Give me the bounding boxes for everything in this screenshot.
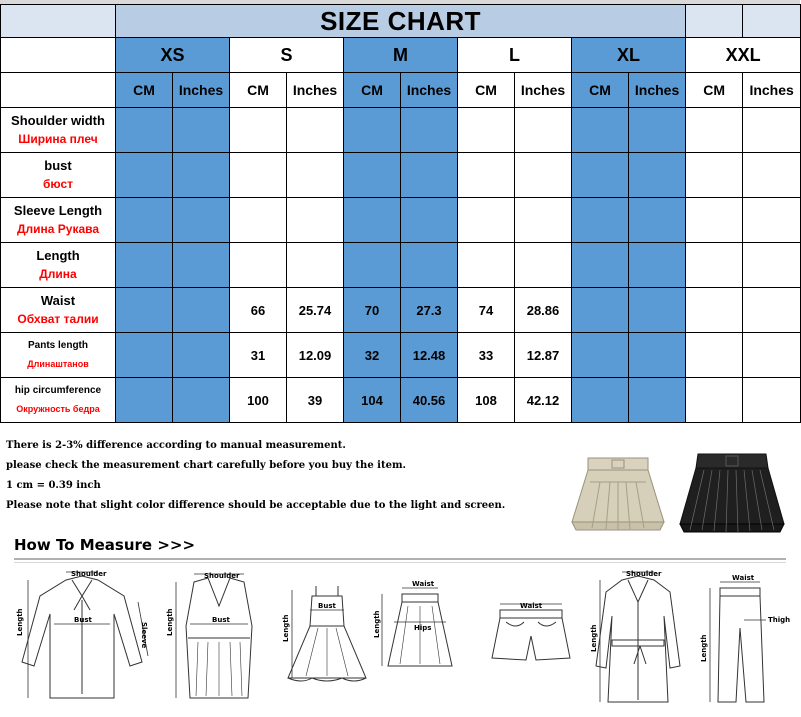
measurement-value xyxy=(344,243,401,288)
unit-cm: CM xyxy=(686,73,743,108)
unit-cm: CM xyxy=(572,73,629,108)
unit-inches: Inches xyxy=(401,73,458,108)
measurement-value xyxy=(572,333,629,378)
size-header-xxl: XXL xyxy=(686,38,801,73)
note-check-chart: please check the measurement chart carefully before you buy the item. xyxy=(6,460,406,471)
measurement-label xyxy=(1,153,116,198)
measurement-value xyxy=(572,243,629,288)
measurement-row xyxy=(1,198,801,243)
measurement-value xyxy=(686,153,743,198)
measurement-value: 28.86 xyxy=(515,288,572,333)
unit-inches: Inches xyxy=(743,73,801,108)
measurement-value xyxy=(230,153,287,198)
measurement-value xyxy=(287,243,344,288)
measurement-value: 39 xyxy=(287,378,344,423)
measurement-value xyxy=(629,198,686,243)
measurement-value: 12.09 xyxy=(287,333,344,378)
measurement-value: 31 xyxy=(230,333,287,378)
size-header-m: M xyxy=(344,38,458,73)
measurement-value xyxy=(743,288,801,333)
measurement-value xyxy=(173,288,230,333)
blouse-length-label: Length xyxy=(16,608,24,636)
measurement-value xyxy=(116,378,173,423)
size-header-xs: XS xyxy=(116,38,230,73)
tank-bust-label: Bust xyxy=(212,616,230,624)
measurement-value xyxy=(230,198,287,243)
measurement-value xyxy=(686,378,743,423)
measurement-value xyxy=(458,243,515,288)
coat-shoulder-label: Shoulder xyxy=(626,570,662,578)
measurement-value xyxy=(173,243,230,288)
unit-cm: CM xyxy=(458,73,515,108)
note-color: Please note that slight color difference should be acceptable due to the light and screen. xyxy=(6,500,506,511)
trousers-thigh-label: Thigh xyxy=(768,616,791,624)
unit-corner-cell xyxy=(1,73,116,108)
unit-inches: Inches xyxy=(629,73,686,108)
measurement-value xyxy=(287,153,344,198)
measurement-value xyxy=(287,198,344,243)
unit-inches: Inches xyxy=(515,73,572,108)
measurement-value: 108 xyxy=(458,378,515,423)
measurement-value xyxy=(629,333,686,378)
measurement-value xyxy=(743,108,801,153)
title-corner-cell xyxy=(1,5,116,38)
note-conversion: 1 cm = 0.39 inch xyxy=(6,480,101,491)
measurement-value xyxy=(743,378,801,423)
dress-bust-label: Bust xyxy=(318,602,336,610)
measurement-value xyxy=(515,108,572,153)
coat-length-label: Length xyxy=(590,624,598,652)
measurement-name-ru: бюст xyxy=(42,177,74,191)
measurement-value xyxy=(572,108,629,153)
measurement-value xyxy=(458,108,515,153)
measurement-value xyxy=(629,243,686,288)
size-header-s: S xyxy=(230,38,344,73)
skirt-waist-label: Waist xyxy=(412,580,435,588)
measurement-label xyxy=(1,333,116,378)
coat-diagram xyxy=(588,566,688,710)
unit-header-row xyxy=(1,73,801,108)
trousers-diagram xyxy=(696,566,796,710)
measurement-value xyxy=(686,288,743,333)
trousers-length-label: Length xyxy=(700,634,708,662)
measurement-value xyxy=(686,243,743,288)
measurement-value xyxy=(515,153,572,198)
measurement-value xyxy=(230,108,287,153)
skirt-hips-label: Hips xyxy=(414,624,432,632)
measurement-row xyxy=(1,378,801,423)
skirt-length-label: Length xyxy=(373,610,381,638)
size-header-xl: XL xyxy=(572,38,686,73)
shorts-waist-label: Waist xyxy=(520,602,543,610)
measurement-value xyxy=(686,333,743,378)
measurement-label xyxy=(1,243,116,288)
measurement-value xyxy=(401,108,458,153)
measurement-value xyxy=(116,108,173,153)
measurement-value: 32 xyxy=(344,333,401,378)
measurement-name-en: Sleeve Length xyxy=(13,203,103,218)
measurement-value xyxy=(743,243,801,288)
measurement-name-ru: Длинаштанов xyxy=(27,359,89,369)
measurement-row xyxy=(1,243,801,288)
blouse-bust-label: Bust xyxy=(74,616,92,624)
trousers-waist-label: Waist xyxy=(732,574,755,582)
unit-cm: CM xyxy=(116,73,173,108)
notes xyxy=(6,436,566,516)
measurement-value xyxy=(344,153,401,198)
blouse-diagram xyxy=(14,566,154,710)
measurement-label xyxy=(1,378,116,423)
unit-inches: Inches xyxy=(173,73,230,108)
measurement-name-ru: Обхват талии xyxy=(17,312,99,326)
measurement-row xyxy=(1,153,801,198)
measurement-value xyxy=(287,108,344,153)
chart-title: SIZE CHART xyxy=(116,5,686,38)
measurement-value xyxy=(572,153,629,198)
title-blank-cell xyxy=(743,5,801,38)
title-blank-cell xyxy=(686,5,743,38)
measurement-value xyxy=(116,333,173,378)
measurement-name-en: Pants length xyxy=(27,340,88,351)
measurement-value: 12.87 xyxy=(515,333,572,378)
measurement-name-en: Shoulder width xyxy=(11,113,105,128)
dress-length-label: Length xyxy=(282,614,290,642)
title-row xyxy=(1,5,801,38)
tank-length-label: Length xyxy=(166,608,174,636)
measurement-name-ru: Ширина плеч xyxy=(18,132,98,146)
measurement-value xyxy=(173,153,230,198)
measurement-value xyxy=(743,198,801,243)
measurement-value: 27.3 xyxy=(401,288,458,333)
measurement-name-en: bust xyxy=(44,158,72,173)
measurement-label xyxy=(1,288,116,333)
measurement-value: 104 xyxy=(344,378,401,423)
measurement-value xyxy=(629,288,686,333)
unit-cm: CM xyxy=(344,73,401,108)
measurement-value: 66 xyxy=(230,288,287,333)
tank-shoulder-label: Shoulder xyxy=(204,572,240,580)
tank-top-diagram xyxy=(164,566,274,710)
size-header-l: L xyxy=(458,38,572,73)
measurement-value xyxy=(344,108,401,153)
measurement-value xyxy=(686,198,743,243)
measurement-value xyxy=(116,198,173,243)
measurement-value xyxy=(173,378,230,423)
unit-cm: CM xyxy=(230,73,287,108)
blouse-sleeve-label: Sleeve xyxy=(140,622,148,649)
heading-underline xyxy=(14,558,786,560)
shorts-diagram xyxy=(476,566,586,710)
measurement-value xyxy=(344,198,401,243)
beige-skirt-image xyxy=(568,452,668,534)
measurement-row xyxy=(1,288,801,333)
unit-inches: Inches xyxy=(287,73,344,108)
size-header-row xyxy=(1,38,801,73)
measurement-name-en: Waist xyxy=(40,293,76,308)
measurement-value: 74 xyxy=(458,288,515,333)
measurement-name-ru: Окружность бедра xyxy=(16,404,100,414)
measurement-row xyxy=(1,333,801,378)
measurement-value xyxy=(116,288,173,333)
measurement-value: 70 xyxy=(344,288,401,333)
measurement-value: 40.56 xyxy=(401,378,458,423)
measurement-name-ru: Длина Рукава xyxy=(16,222,100,236)
measurement-value xyxy=(572,198,629,243)
measurement-value: 12.48 xyxy=(401,333,458,378)
measurement-row xyxy=(1,108,801,153)
measurement-value xyxy=(173,198,230,243)
measurement-value xyxy=(116,243,173,288)
measurement-value xyxy=(515,198,572,243)
measurement-value xyxy=(401,243,458,288)
measurement-value xyxy=(629,153,686,198)
size-corner-cell xyxy=(1,38,116,73)
measurement-value xyxy=(743,333,801,378)
black-skirt-image xyxy=(676,450,788,536)
blouse-shoulder-label: Shoulder xyxy=(71,570,107,578)
measurement-label xyxy=(1,108,116,153)
measurement-value: 42.12 xyxy=(515,378,572,423)
measurement-name-ru: Длина xyxy=(39,267,77,281)
measurement-value xyxy=(572,378,629,423)
measurement-name-en: Length xyxy=(36,248,80,263)
measurement-value xyxy=(458,198,515,243)
measurement-label xyxy=(1,198,116,243)
measurement-value xyxy=(686,108,743,153)
how-to-measure-heading: How To Measure >>> xyxy=(14,536,196,554)
measurement-value xyxy=(572,288,629,333)
skirt-diagram xyxy=(374,566,464,710)
measurement-value: 100 xyxy=(230,378,287,423)
measurement-value xyxy=(515,243,572,288)
measurement-value xyxy=(458,153,515,198)
heading-underline-light xyxy=(14,562,786,563)
measurement-name-en: hip circumference xyxy=(14,385,102,396)
measurement-value xyxy=(401,153,458,198)
measurement-value xyxy=(629,378,686,423)
measurement-value: 25.74 xyxy=(287,288,344,333)
size-chart-table xyxy=(0,4,801,423)
measurement-value xyxy=(116,153,173,198)
measurement-value xyxy=(401,198,458,243)
note-difference: There is 2-3% difference according to manual measurement. xyxy=(6,440,346,451)
dress-diagram xyxy=(282,566,372,710)
measurement-value: 33 xyxy=(458,333,515,378)
measurement-value xyxy=(173,108,230,153)
measurement-value xyxy=(173,333,230,378)
measurement-value xyxy=(629,108,686,153)
measurement-value xyxy=(230,243,287,288)
measurement-value xyxy=(743,153,801,198)
